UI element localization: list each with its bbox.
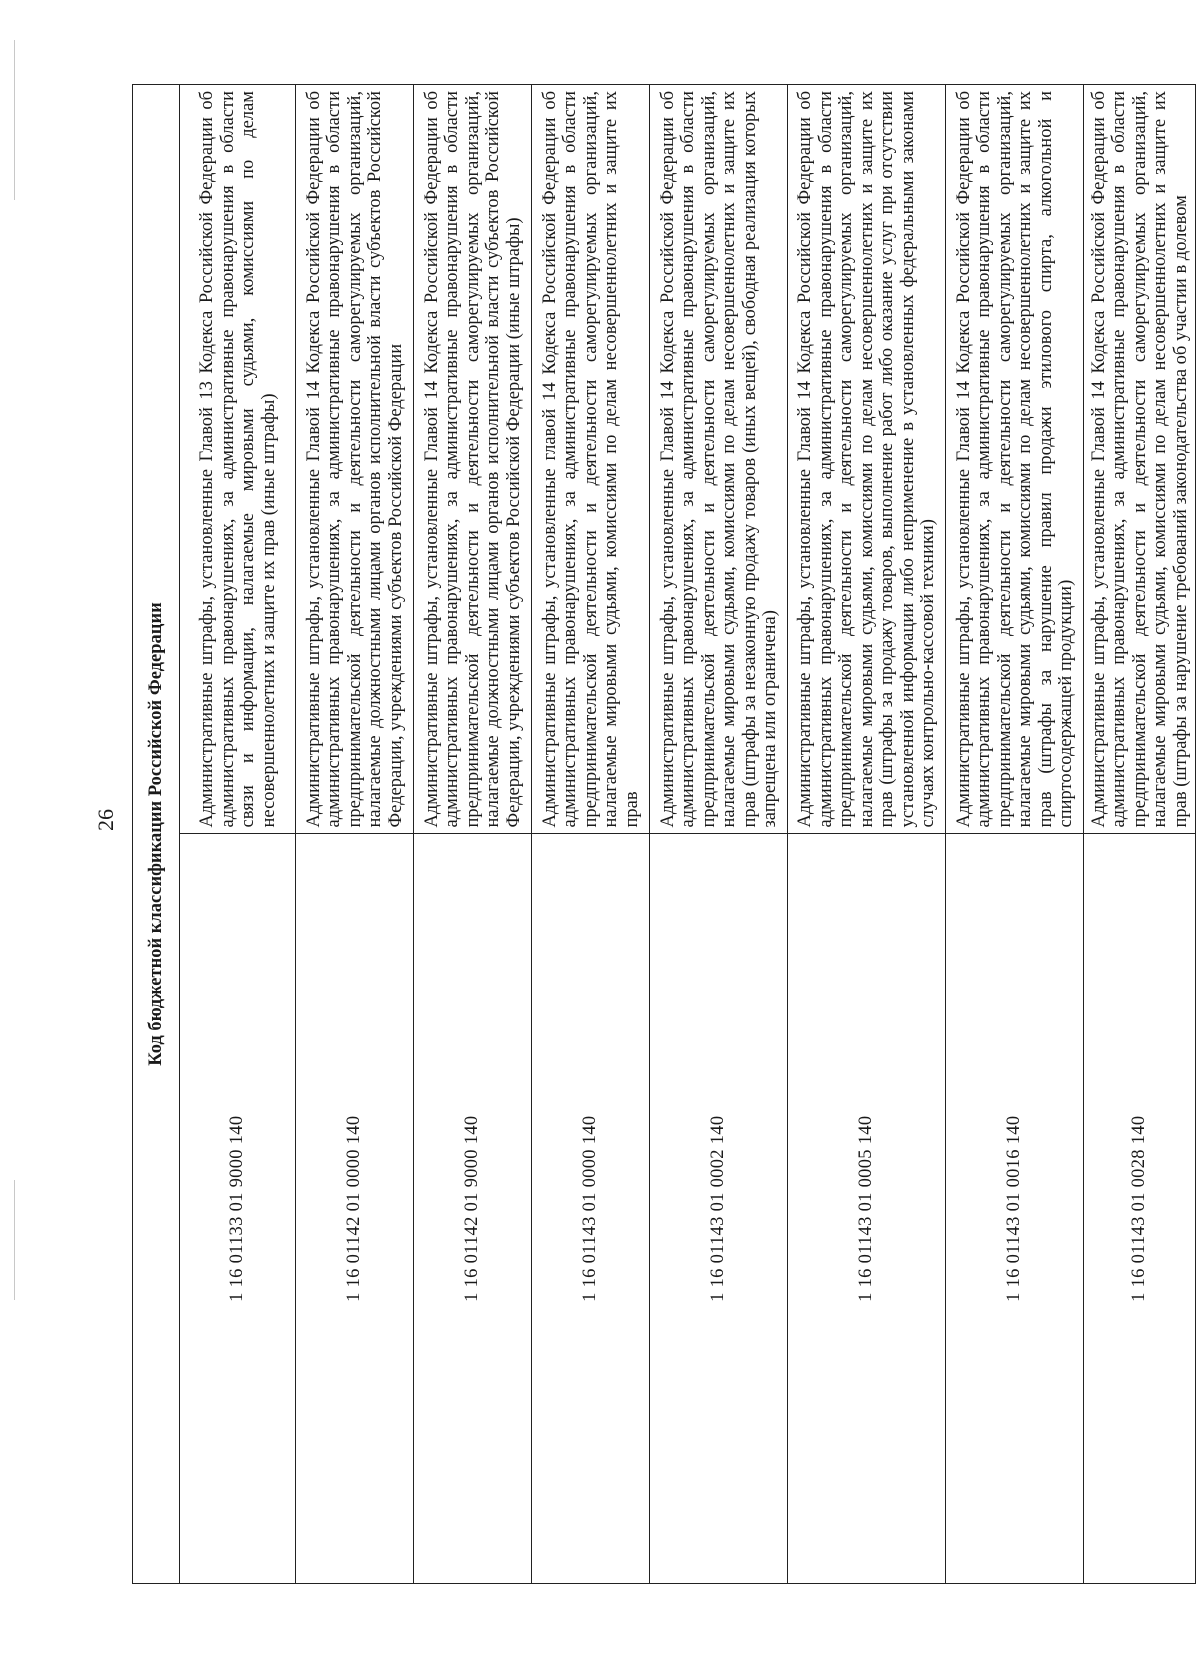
- description-cell: [414, 85, 532, 835]
- budget-code: 1 16 01133 01 9000 140: [180, 834, 296, 1584]
- page-number: 26: [93, 809, 118, 831]
- table-row: [650, 85, 788, 1584]
- table-row: [532, 85, 650, 1584]
- description-text: Административные штрафы, установленные Главой 14 Кодекса Российской Федерации об административных правонарушениях, за административные правонарушения в области предпринимательской деятельности и деятельности саморегулируемых организаций, налагаемые должностными лицами органов исполнительной власти субъектов Российской Федерации, учреждениями субъектов Российской Федерации (иные штрафы): [421, 91, 524, 828]
- budget-code: 1 16 01143 01 0002 140: [650, 834, 788, 1584]
- description-text: Административные штрафы, установленные Главой 14 Кодекса Российской Федерации об административных правонарушениях, за административные правонарушения в области предпринимательской деятельности и деятельности саморегулируемых организаций, налагаемые должностными лицами органов исполнительной власти субъектов Российской Федерации, учреждениями субъектов Российской Федерации: [303, 91, 406, 828]
- description-cell: [650, 85, 788, 835]
- description-text: Административные штрафы, установленные Главой 14 Кодекса Российской Федерации об административных правонарушениях, за административные правонарушения в области предпринимательской деятельности и деятельности саморегулируемых организаций, налагаемые мировыми судьями, комиссиями по делам несовершеннолетних и защите их прав (штрафы за нарушение правил продажи этилового спирта, алкогольной и спиртосодержащей продукции): [953, 91, 1076, 828]
- table-row: [296, 85, 414, 1584]
- table-row: [414, 85, 532, 1584]
- budget-code: 1 16 01142 01 0000 140: [296, 834, 414, 1584]
- table-row: [180, 85, 296, 1584]
- rotated-table-container: [132, 84, 1191, 1584]
- table-header: Код бюджетной классификации Российской Федерации: [133, 85, 180, 1584]
- budget-classification-table: [132, 84, 1196, 1584]
- description-text: Административные штрафы, установленные Главой 14 Кодекса Российской Федерации об административных правонарушениях, за административные правонарушения в области предпринимательской деятельности и деятельности саморегулируемых организаций, налагаемые мировыми судьями, комиссиями по делам несовершеннолетних и защите их прав (штрафы за незаконную продажу товаров (иных вещей), свободная реализация которых запрещена или ограничена): [657, 91, 780, 828]
- description-cell: [946, 85, 1084, 835]
- budget-code: 1 16 01142 01 9000 140: [414, 834, 532, 1584]
- description-text: Административные штрафы, установленные Главой 14 Кодекса Российской Федерации об административных правонарушениях, за административные правонарушения в области предпринимательской деятельности и деятельности саморегулируемых организаций, налагаемые мировыми судьями, комиссиями по делам несовершеннолетних и защите их прав (штрафы за нарушение требований законодательства об участии в долевом: [1088, 91, 1191, 828]
- scan-edge-mark: [14, 40, 15, 200]
- description-cell: [180, 85, 296, 835]
- description-text: Административные штрафы, установленные главой 14 Кодекса Российской Федерации об административных правонарушениях, за административные правонарушения в области предпринимательской деятельности и деятельности саморегулируемых организаций, налагаемые мировыми судьями, комиссиями по делам несовершеннолетних и защите их прав: [539, 91, 642, 828]
- budget-code: 1 16 01143 01 0005 140: [788, 834, 946, 1584]
- description-text: Административные штрафы, установленные Главой 14 Кодекса Российской Федерации об административных правонарушениях, за административные правонарушения в области предпринимательской деятельности и деятельности саморегулируемых организаций, налагаемые мировыми судьями, комиссиями по делам несовершеннолетних и защите их прав (штрафы за продажу товаров, выполнение работ либо оказание услуг при отсутствии установленной информации либо неприменение в установленных федеральными законами случаях контрольно-кассовой техники): [795, 91, 939, 828]
- description-cell: [296, 85, 414, 835]
- budget-code: 1 16 01143 01 0000 140: [532, 834, 650, 1584]
- budget-code: 1 16 01143 01 0016 140: [946, 834, 1084, 1584]
- table-row: [788, 85, 946, 1584]
- description-cell: [1084, 85, 1196, 835]
- description-cell: [788, 85, 946, 835]
- scan-edge-mark: [14, 1180, 15, 1300]
- table-header-row: [133, 85, 180, 1584]
- description-text: Административные штрафы, установленные Главой 13 Кодекса Российской Федерации об административных правонарушениях, за административные правонарушения в области связи и информации, налагаемые мировыми судьями, комиссиями по делам несовершеннолетних и защите их прав (иные штрафы): [197, 91, 279, 828]
- description-cell: [532, 85, 650, 835]
- table-row: [1084, 85, 1196, 1584]
- table-row: [946, 85, 1084, 1584]
- budget-code: 1 16 01143 01 0028 140: [1084, 834, 1196, 1584]
